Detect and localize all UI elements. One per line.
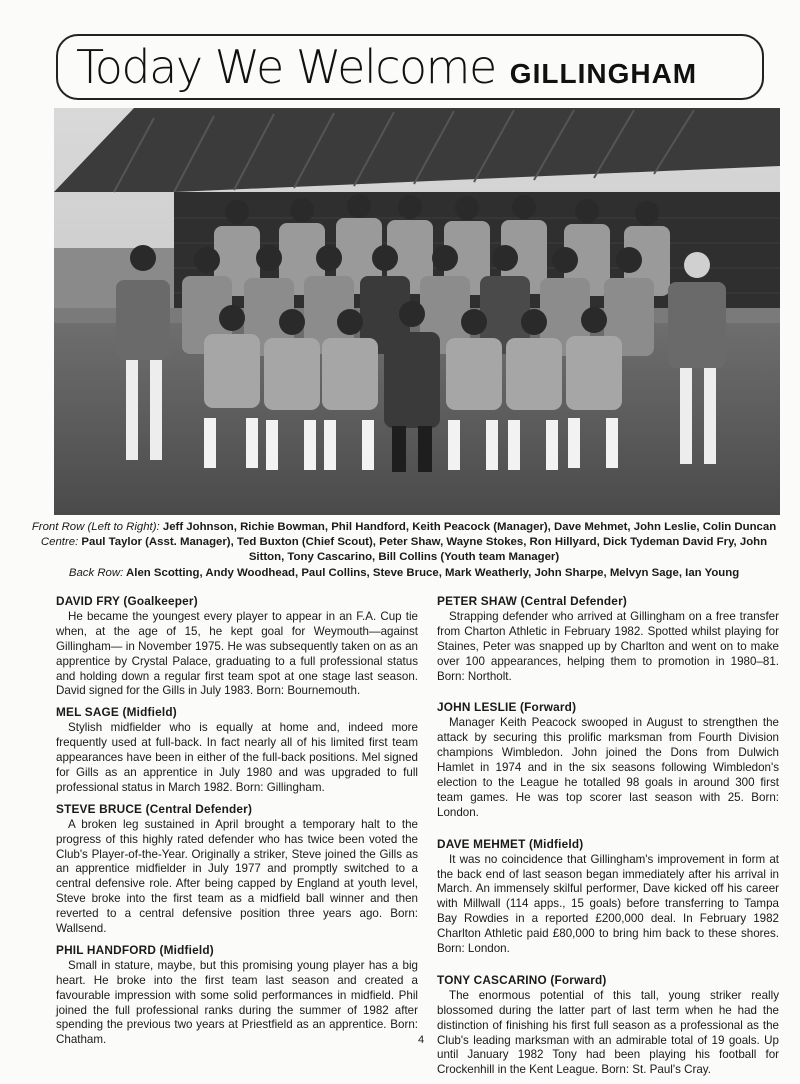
caption-back-row xyxy=(30,566,778,581)
bio-text: Manager Keith Peacock swooped in August to strengthen the attack by securing this prolific marksman from Fourth Division champions Wimbledon. John joined the Dons from Dulwich Hamlet in 1974 and in the six seasons following Wimbledon's election to the League he totalled 98 goals in around 300 first team games. He was top scorer last season with 25. Born: London. xyxy=(437,716,779,819)
caption-centre-names: Paul Taylor (Asst. Manager), Ted Buxton (Chief Scout), Peter Shaw, Wayne Stokes, Ron Hillyard, Dick Tydeman David Fry, John Sitton, Tony Cascarino, Bill Collins (Youth team Manager) xyxy=(81,536,768,564)
bio-heading: JOHN LESLIE (Forward) xyxy=(437,700,577,715)
bio-heading: TONY CASCARINO (Forward) xyxy=(437,972,607,987)
caption-front-row xyxy=(30,520,778,535)
player-bio xyxy=(437,837,779,957)
bio-text: It was no coincidence that Gillingham's improvement in form at the back end of last season began immediately after his arrival in March. An immensely skilful performer, Dave kicked off his career with Millwall (114 apps., 15 goals) before transferring to Tampa Bay Rowdies in a reported £200,000 deal. In February 1982 Charlton Athletic paid £80,000 to bring him back to these shores. Born: London. xyxy=(437,852,779,956)
team-name: GILLINGHAM xyxy=(509,58,698,89)
bio-heading: PHIL HANDFORD (Midfield) xyxy=(56,942,214,957)
player-bio xyxy=(56,705,418,795)
team-photo xyxy=(54,108,780,515)
bio-text: The enormous potential of this tall, young striker really blossomed during the latter part of last term when he had the distinction of finishing his first full season as a professional as the Club's leading marksman with an admirable total of 19 goals. Up until January 1982 Tony had been playing his football for Crockenhill in the Kent League. Born: St. Paul's Cray. xyxy=(437,988,779,1077)
bio-heading: DAVE MEHMET (Midfield) xyxy=(437,836,584,851)
right-column xyxy=(437,594,779,1084)
caption-front-names: Jeff Johnson, Richie Bowman, Phil Handford, Keith Peacock (Manager), Dave Mehmet, John Leslie, Colin Duncan xyxy=(162,521,777,533)
bio-text: A broken leg sustained in April brought a temporary halt to the progress of this highly rated defender who has twice been voted the Club's Player-of-the-Year. Originally a striker, Steve joined the Gills as an apprentice midfielder in July 1977 and promptly switched to a central defensive role. After being capped by England at youth level, Steve broke into the first team as a midfield ball winner and then reverted to a central defensive position three years ago. Born: Wallsend. xyxy=(56,817,418,936)
team-photo-illustration xyxy=(54,108,780,515)
bio-heading: STEVE BRUCE (Central Defender) xyxy=(56,801,253,816)
caption-back-label: Back Row: xyxy=(68,566,124,579)
bio-text: Stylish midfielder who is equally at home and, indeed more frequently used at full-back. In fact nearly all of his limited first team appearances have been in either of the full-back positions. Mel signed for Gills as an apprentice in July 1980 and was upgraded to full professional status in March 1982. Born: Gillingham. xyxy=(56,721,418,794)
caption-front-label: Front Row (Left to Right): xyxy=(31,521,160,533)
bio-heading: MEL SAGE (Midfield) xyxy=(56,705,177,720)
player-bio xyxy=(437,700,779,820)
left-column xyxy=(56,594,418,1054)
bio-text: Strapping defender who arrived at Gillingham on a free transfer from Charton Athletic in February 1982. Spotted whilst playing for Staines, Peter was snapped up by Charlton and went on to make over 100 appearances, helping them to promotion in 1980–81. Born: Northolt. xyxy=(437,609,779,683)
photo-caption xyxy=(30,520,778,581)
page-title: Today We Welcome xyxy=(76,40,496,94)
bio-heading: DAVID FRY (Goalkeeper) xyxy=(56,594,198,608)
bio-heading: PETER SHAW (Central Defender) xyxy=(437,594,627,608)
player-bio xyxy=(437,973,779,1078)
caption-centre-row xyxy=(30,535,778,565)
player-bio xyxy=(56,594,418,699)
caption-back-names: Alen Scotting, Andy Woodhead, Paul Collins, Steve Bruce, Mark Weatherly, John Sharpe, Melvyn Sage, Ian Young xyxy=(126,566,740,579)
page-number: 4 xyxy=(418,1034,425,1046)
player-bio xyxy=(56,802,418,937)
page-title-box xyxy=(56,34,764,100)
caption-centre-label: Centre: xyxy=(40,536,79,549)
bio-text: He became the youngest every player to appear in an F.A. Cup tie when, at the age of 15, he kept goal for Weymouth—against Gillingham— in November 1975. He was subsequently taken on as an apprentice by Crystal Palace, graduating to a full professional status and holding down a regular first team spot at one stage last season. David signed for the Gills in July 1983. Born: Bournemouth. xyxy=(56,609,418,698)
bio-text: Small in stature, maybe, but this promising young player has a big heart. He broke into the first team last season and created a favourable impression with some solid performances in midfield. Phil joined the full professional ranks during the summer of 1982 after spending the previous two years at Priestfield as an apprentice. Born: Chatham. xyxy=(56,958,418,1047)
player-bio xyxy=(437,594,779,684)
player-bio xyxy=(56,943,418,1048)
